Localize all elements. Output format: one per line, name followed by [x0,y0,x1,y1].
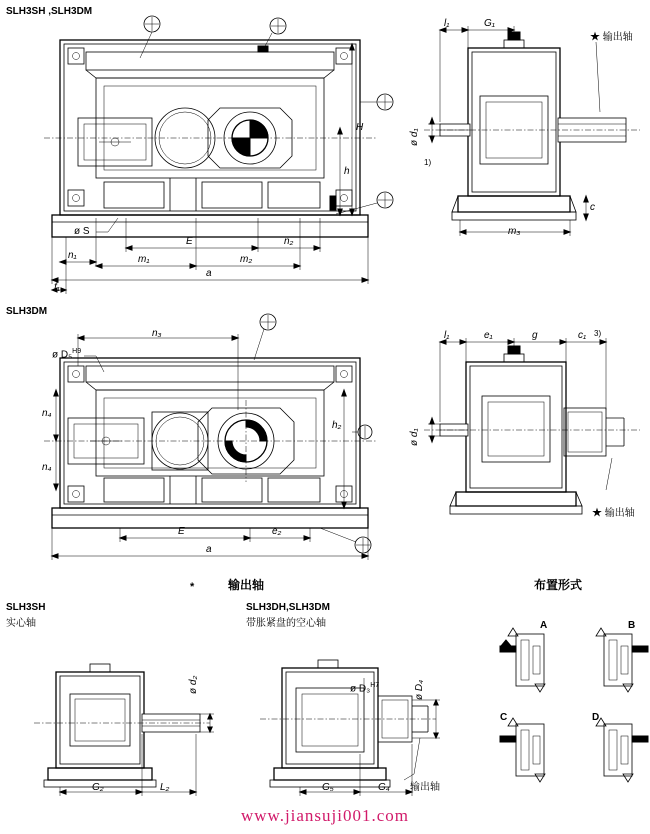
mid-plan-view [44,314,376,560]
dim-phi-D3: ø D₃$^{H7}$ [350,682,380,695]
dim-phi-D5: ø D₅$^{H9}$ [52,348,82,361]
dim-G1: G₁ [484,18,495,29]
dim-n4-lower: n₄ [42,462,52,473]
dim-e1: e₁ [484,330,493,341]
dim-c: c [590,202,595,213]
layout-label-b: B [628,620,636,631]
dim-l1: l₁ [444,18,450,29]
mid-side-view [424,338,640,514]
left-subtitle: 实心轴 [6,618,36,629]
right-callout: 输出轴 [410,782,440,793]
dim-H: H [356,122,364,133]
dim-n4-upper: n₄ [42,408,52,419]
dim-n3: n₃ [152,328,162,339]
dim-g: g [532,330,538,341]
dim-n2: n₂ [284,236,294,247]
layout-label-d: D [592,712,600,723]
dim-e2: e₂ [272,526,282,537]
dim-G4: G₄ [378,782,390,793]
layout-label-a: A [540,620,548,631]
dim-m2: m₂ [240,254,253,265]
dim-a-mid: a [206,544,212,555]
note-1: 1) [424,158,432,167]
note-3: 3) [594,329,602,338]
dim-phi-s: ø S [74,226,90,237]
dim-h: h [344,166,350,177]
dim-m3: m₃ [508,226,521,237]
layout-title: 布置形式 [534,578,583,592]
dim-phi-d1-top: ø d₁ [409,128,420,146]
left-model: SLH3SH [6,602,46,613]
dim-E: E [186,236,193,247]
top-side-view [424,26,640,236]
dim-G5: G₅ [322,782,334,793]
dim-h2: h₂ [332,420,342,431]
layout-label-c: C [500,712,508,723]
dim-a: a [206,268,212,279]
dim-c1: c₁ [578,330,587,341]
dim-G2: G₂ [92,782,104,793]
bottom-solid-shaft-view [34,664,214,796]
section-star: * [190,581,195,593]
dim-m1: m₁ [138,254,150,265]
output-shaft-note-top: ★ 输出轴 [590,32,633,43]
dim-E-mid: E [178,526,185,537]
layout-forms [500,628,648,782]
dim-n1: n₁ [68,250,77,261]
right-subtitle: 带胀紧盘的空心轴 [246,618,326,629]
output-shaft-note-mid: ★ 输出轴 [592,508,635,519]
top-plan-view [44,16,393,294]
top-view-title: SLH3SH ,SLH3DM [6,6,93,17]
section-title: 输出轴 [228,578,265,592]
dim-L2: L₂ [160,782,170,793]
dim-phi-D4: ø D₄ [414,679,425,700]
dim-phi-d1-mid: ø d₁ [409,428,420,446]
mid-view-title: SLH3DM [6,306,48,317]
watermark: www.jiansuji001.com [240,806,410,825]
dim-phi-d2: ø d₂ [188,675,199,694]
dim-l1-mid: l₁ [444,330,450,341]
right-model: SLH3DH,SLH3DM [246,602,330,613]
dim-f1: f₁ [54,282,60,293]
